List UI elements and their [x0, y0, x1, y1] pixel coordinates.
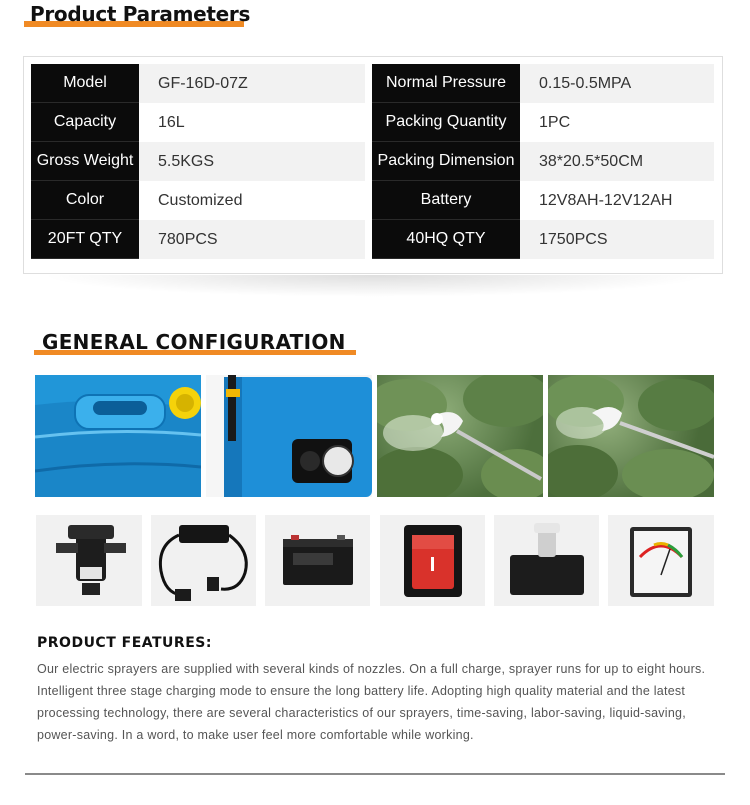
param-row [31, 142, 365, 181]
param-row [372, 142, 714, 181]
param-value: 1PC [520, 103, 714, 142]
param-label: Packing Dimension [372, 142, 520, 181]
battery-photo [265, 515, 370, 606]
sprayer-handle-photo [35, 375, 201, 497]
param-row [372, 103, 714, 142]
param-value: 12V8AH-12V12AH [520, 181, 714, 220]
param-label: Gross Weight [31, 142, 139, 181]
pressure-knob-photo [494, 515, 599, 606]
param-label: Model [31, 64, 139, 103]
nozzle-spray-photo-1 [377, 375, 543, 497]
param-value: Customized [139, 181, 365, 220]
parameters-table-left [31, 64, 365, 259]
param-row [31, 181, 365, 220]
parameters-table-right [372, 64, 714, 259]
param-label: 20FT QTY [31, 220, 139, 259]
features-title: PRODUCT FEATURES: [37, 635, 212, 651]
table-shadow [40, 275, 710, 297]
bottom-divider [25, 773, 725, 775]
parameters-title: Product Parameters [30, 2, 251, 26]
charger-photo [151, 515, 256, 606]
param-value: 1750PCS [520, 220, 714, 259]
param-row [372, 64, 714, 103]
param-label: Color [31, 181, 139, 220]
param-value: 16L [139, 103, 365, 142]
param-value: 0.15-0.5MPA [520, 64, 714, 103]
param-label: Battery [372, 181, 520, 220]
param-value: GF-16D-07Z [139, 64, 365, 103]
param-label: 40HQ QTY [372, 220, 520, 259]
param-row [31, 220, 365, 259]
param-value: 780PCS [139, 220, 365, 259]
voltmeter-photo [608, 515, 714, 606]
param-row [372, 181, 714, 220]
param-value: 38*20.5*50CM [520, 142, 714, 181]
param-row [372, 220, 714, 259]
nozzle-spray-photo-2 [548, 375, 714, 497]
param-row [31, 103, 365, 142]
param-value: 5.5KGS [139, 142, 365, 181]
param-label: Normal Pressure [372, 64, 520, 103]
configuration-title: GENERAL CONFIGURATION [42, 330, 346, 354]
param-row [31, 64, 365, 103]
sprayer-body-photo [206, 375, 372, 497]
param-label: Capacity [31, 103, 139, 142]
features-description: Our electric sprayers are supplied with several kinds of nozzles. On a full charge, sprayer runs for up to eight hours. Intelligent three stage charging mode to ensure the long battery life. Adopting high quality material and the latest processing technology, there are several characteristics of our sprayers, time-saving, labor-saving, liquid-saving, power-saving. In a word, to make user feel more comfortable while working. [37, 662, 706, 742]
param-label: Packing Quantity [372, 103, 520, 142]
pump-photo [36, 515, 142, 606]
power-switch-photo [380, 515, 485, 606]
